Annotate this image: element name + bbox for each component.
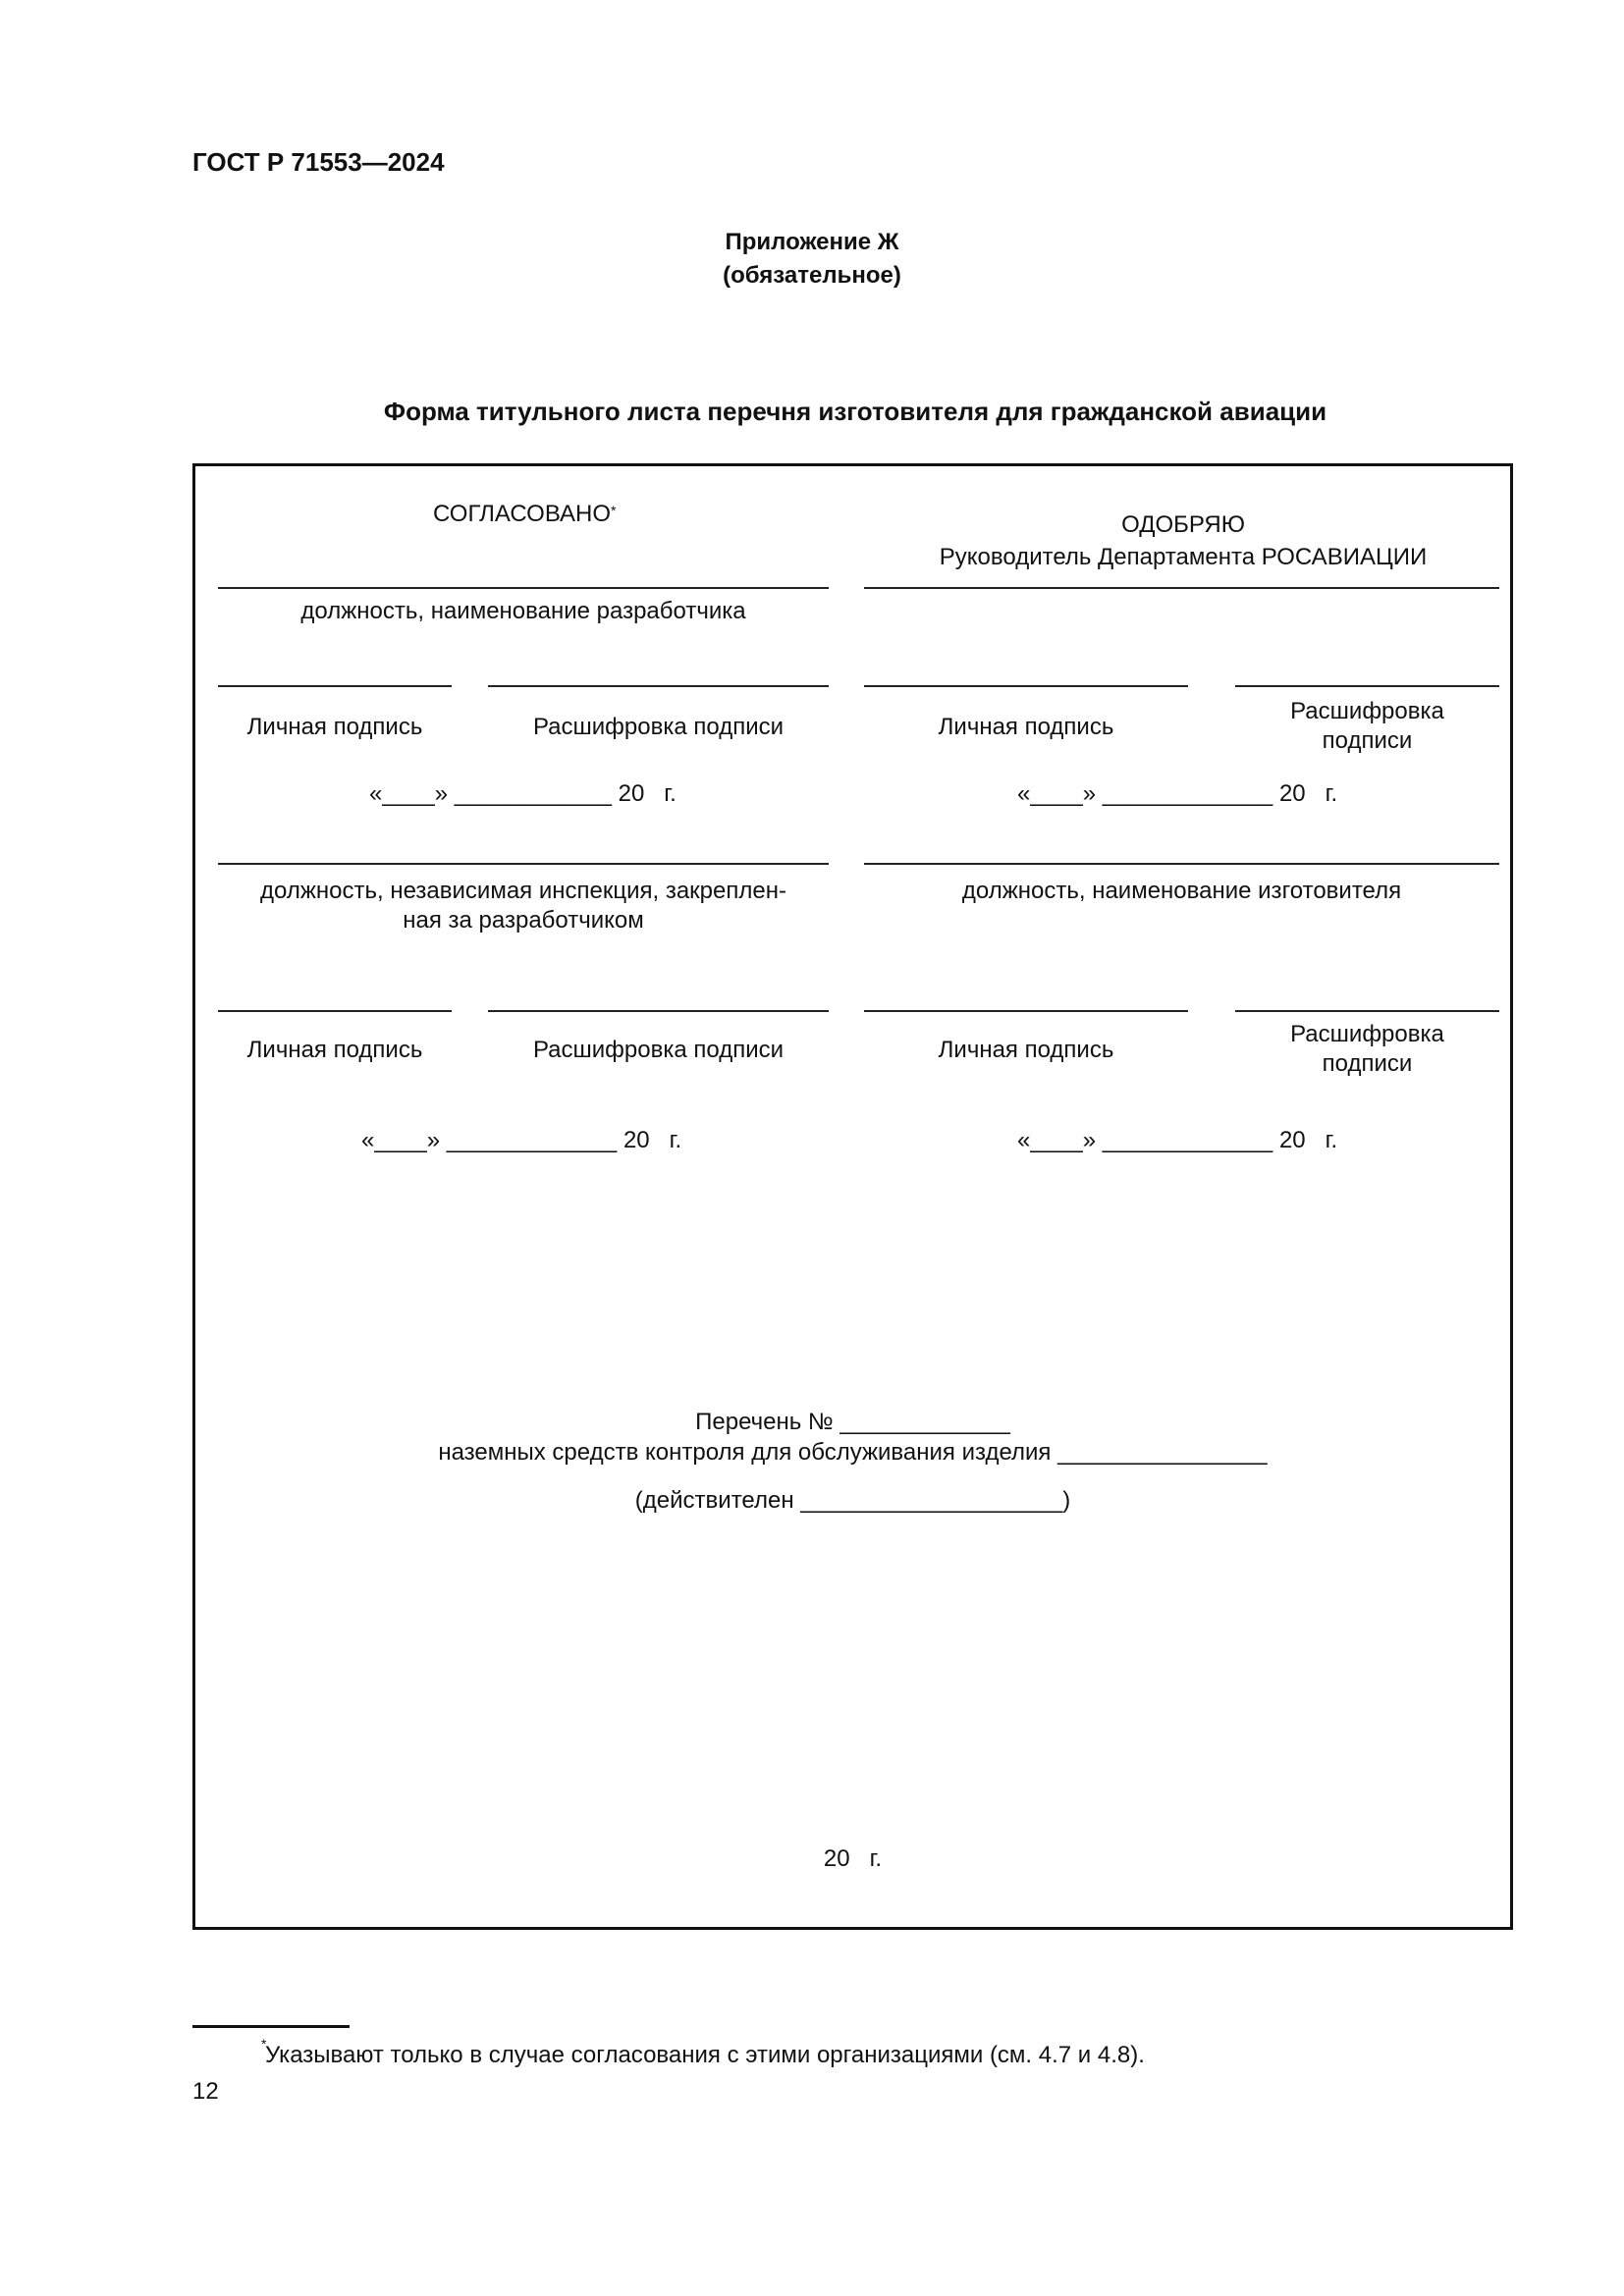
signature-decoding-line[interactable] <box>488 685 829 687</box>
footnote-reference: * <box>611 503 617 518</box>
form-title: Форма титульного листа перечня изготовителя для гражданской авиации <box>383 397 1327 426</box>
inspection-position-line[interactable] <box>218 863 829 865</box>
inspection-caption-line1: должность, независимая инспекция, закреплен- <box>260 878 786 904</box>
signature-line[interactable] <box>218 1010 452 1012</box>
signature-line[interactable] <box>864 685 1188 687</box>
appendix-title: Приложение Ж <box>725 229 899 255</box>
standard-number: ГОСТ Р 71553—2024 <box>192 147 445 177</box>
date-field[interactable]: «____» _____________ 20 г. <box>361 1127 682 1153</box>
title-page-frame <box>192 463 1513 1930</box>
footnote-text: Указывают только в случае согласования с этими организациями (см. 4.7 и 4.8). <box>265 2042 1145 2068</box>
date-field[interactable]: «____» ____________ 20 г. <box>369 780 677 807</box>
signature-decoding-caption <box>1235 697 1499 756</box>
appendix-status: (обязательное) <box>723 262 901 289</box>
personal-signature-caption: Личная подпись <box>246 714 423 740</box>
personal-signature-caption: Личная подпись <box>938 714 1114 740</box>
manufacturer-position-caption: должность, наименование изготовителя <box>961 878 1402 904</box>
personal-signature-caption: Личная подпись <box>246 1037 423 1063</box>
signature-decoding-caption: Расшифровка подписи <box>532 714 785 740</box>
equipment-line[interactable]: наземных средств контроля для обслуживания изделия ________________ <box>438 1439 1268 1466</box>
endorse-subheading: Руководитель Департамента РОСАВИАЦИИ <box>939 544 1428 570</box>
inspection-caption-line2: ная за разработчиком <box>403 907 644 934</box>
appendix-heading <box>0 226 1624 293</box>
signature-decoding-line[interactable] <box>1235 1010 1499 1012</box>
signature-decoding-caption-line1: Расшифровка <box>1290 698 1444 724</box>
signature-decoding-caption-line2: подписи <box>1322 1050 1413 1077</box>
signature-decoding-line[interactable] <box>488 1010 829 1012</box>
date-field[interactable]: «____» _____________ 20 г. <box>1017 1127 1338 1153</box>
developer-position-caption: должность, наименование разработчика <box>300 598 746 624</box>
developer-position-line[interactable] <box>218 587 829 589</box>
signature-decoding-caption-line1: Расшифровка <box>1290 1021 1444 1047</box>
signature-decoding-line[interactable] <box>1235 685 1499 687</box>
page-number: 12 <box>192 2078 219 2105</box>
footnote-mark: * <box>261 2036 267 2052</box>
signature-line[interactable] <box>864 1010 1188 1012</box>
approval-heading-text: СОГЛАСОВАНО <box>433 501 612 527</box>
manufacturer-position-line[interactable] <box>864 863 1499 865</box>
signature-line[interactable] <box>218 685 452 687</box>
director-position-line[interactable] <box>864 587 1499 589</box>
form-year: 20 г. <box>823 1845 883 1872</box>
personal-signature-caption: Личная подпись <box>938 1037 1114 1063</box>
signature-decoding-caption-line2: подписи <box>1322 727 1413 754</box>
approval-heading <box>433 500 617 529</box>
signature-decoding-caption <box>1235 1020 1499 1079</box>
date-field[interactable]: «____» _____________ 20 г. <box>1017 780 1338 807</box>
list-number-field[interactable]: Перечень № _____________ <box>695 1409 1010 1435</box>
endorse-heading: ОДОБРЯЮ <box>1121 511 1245 538</box>
validity-field[interactable]: (действителен ____________________) <box>634 1487 1071 1514</box>
signature-decoding-caption: Расшифровка подписи <box>532 1037 785 1063</box>
footnote-divider <box>192 2025 350 2028</box>
inspection-position-caption <box>218 877 829 935</box>
